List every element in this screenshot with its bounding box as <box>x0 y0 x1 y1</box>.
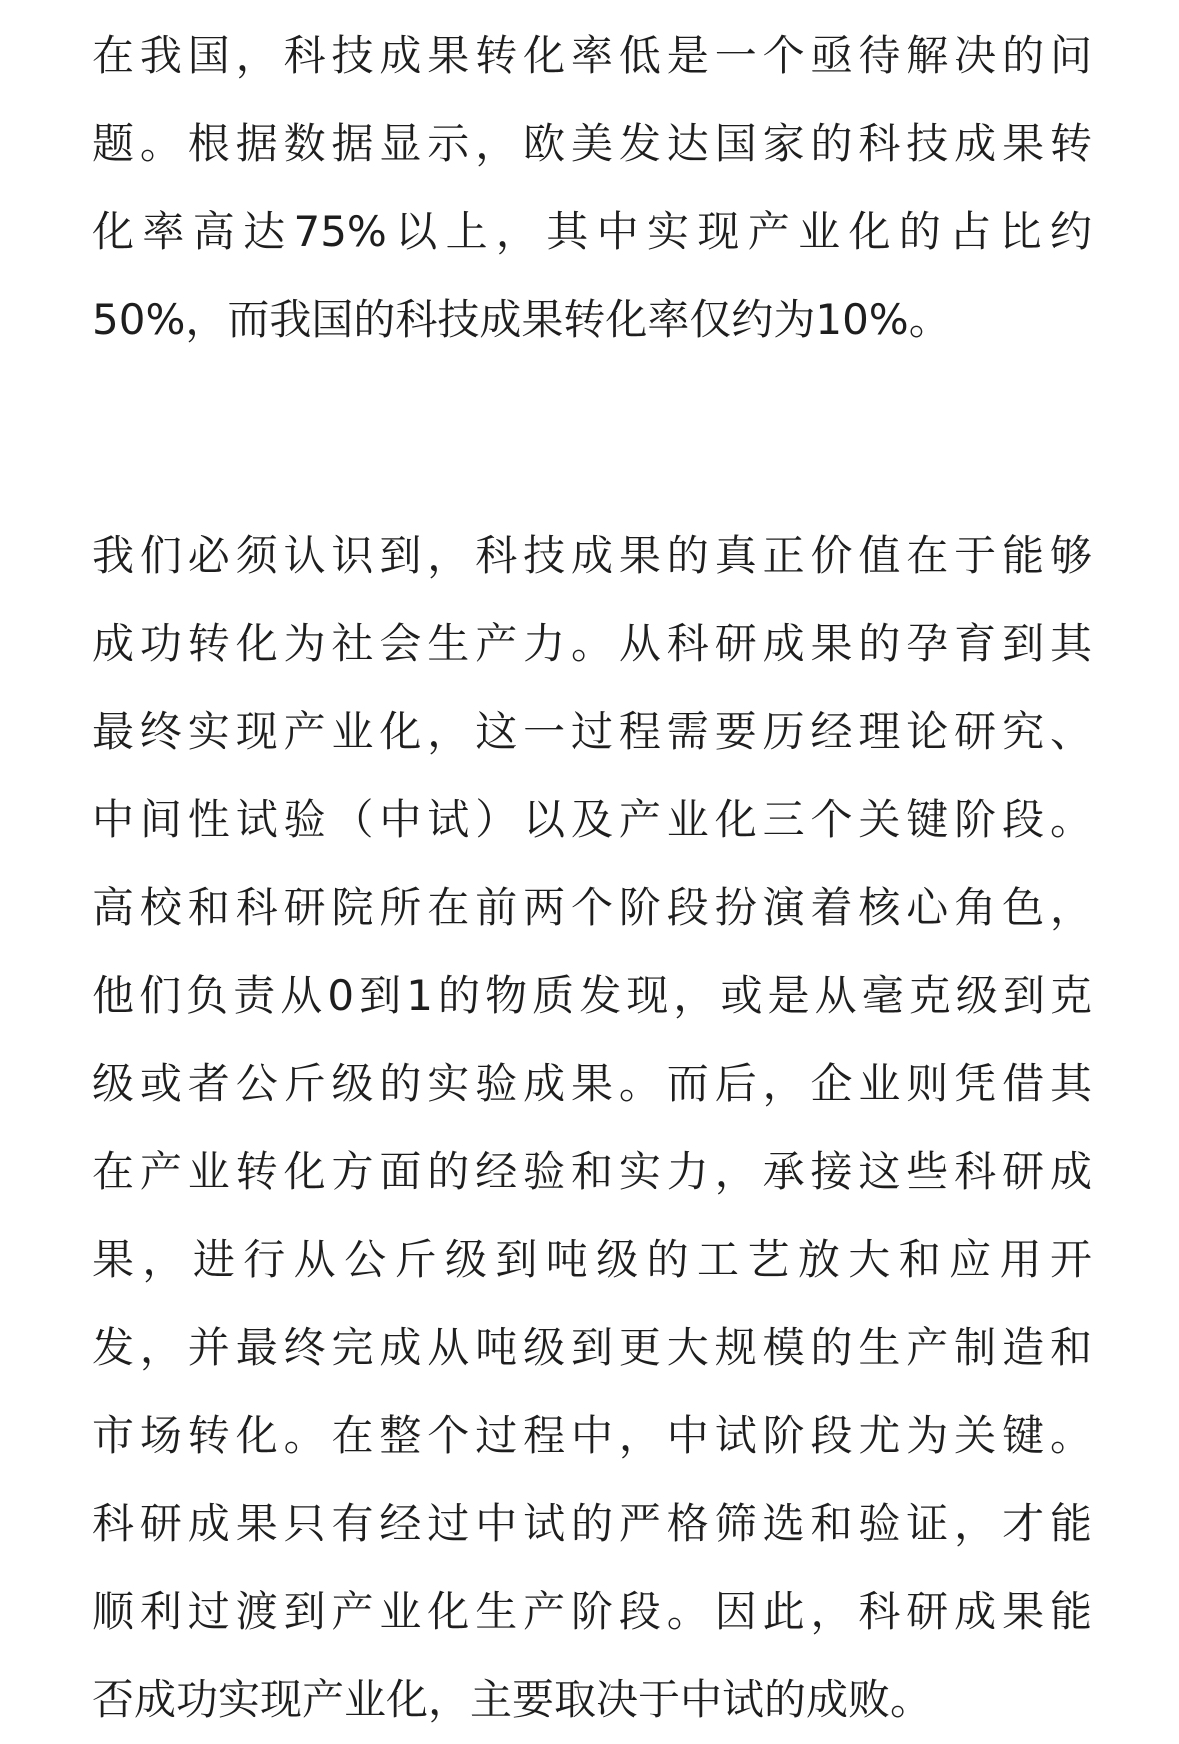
paragraph-line: 果，进行从公斤级到吨级的工艺放大和应用开 <box>92 1235 1092 1284</box>
paragraph-line: 50%，而我国的科技成果转化率仅约为10%。 <box>92 295 951 344</box>
paragraph-line: 化率高达75%以上，其中实现产业化的占比约 <box>92 207 1092 256</box>
paragraph-line: 成功转化为社会生产力。从科研成果的孕育到其 <box>92 619 1092 668</box>
paragraph-line: 题。根据数据显示，欧美发达国家的科技成果转 <box>92 119 1092 168</box>
paragraph-line: 否成功实现产业化，主要取决于中试的成败。 <box>92 1675 933 1724</box>
paragraph-line: 高校和科研院所在前两个阶段扮演着核心角色， <box>92 883 1092 932</box>
paragraph-line: 最终实现产业化，这一过程需要历经理论研究、 <box>92 707 1092 756</box>
paragraph-line: 中间性试验（中试）以及产业化三个关键阶段。 <box>92 795 1092 844</box>
paragraph-line: 在我国，科技成果转化率低是一个亟待解决的问 <box>92 31 1092 80</box>
paragraph-pilot-test <box>92 512 1092 1744</box>
paragraph-line: 科研成果只有经过中试的严格筛选和验证，才能 <box>92 1499 1092 1548</box>
paragraph-line: 在产业转化方面的经验和实力，承接这些科研成 <box>92 1147 1092 1196</box>
paragraph-line: 市场转化。在整个过程中，中试阶段尤为关键。 <box>92 1411 1092 1460</box>
article-body <box>92 12 1092 1744</box>
paragraph-line: 级或者公斤级的实验成果。而后，企业则凭借其 <box>92 1059 1092 1108</box>
paragraph-line: 发，并最终完成从吨级到更大规模的生产制造和 <box>92 1323 1092 1372</box>
paragraph-line: 我们必须认识到，科技成果的真正价值在于能够 <box>92 531 1092 580</box>
paragraph-conversion-rate <box>92 12 1092 364</box>
paragraph-line: 他们负责从0到1的物质发现，或是从毫克级到克 <box>92 971 1092 1020</box>
paragraph-spacer <box>92 364 1092 512</box>
paragraph-line: 顺利过渡到产业化生产阶段。因此，科研成果能 <box>92 1587 1092 1636</box>
